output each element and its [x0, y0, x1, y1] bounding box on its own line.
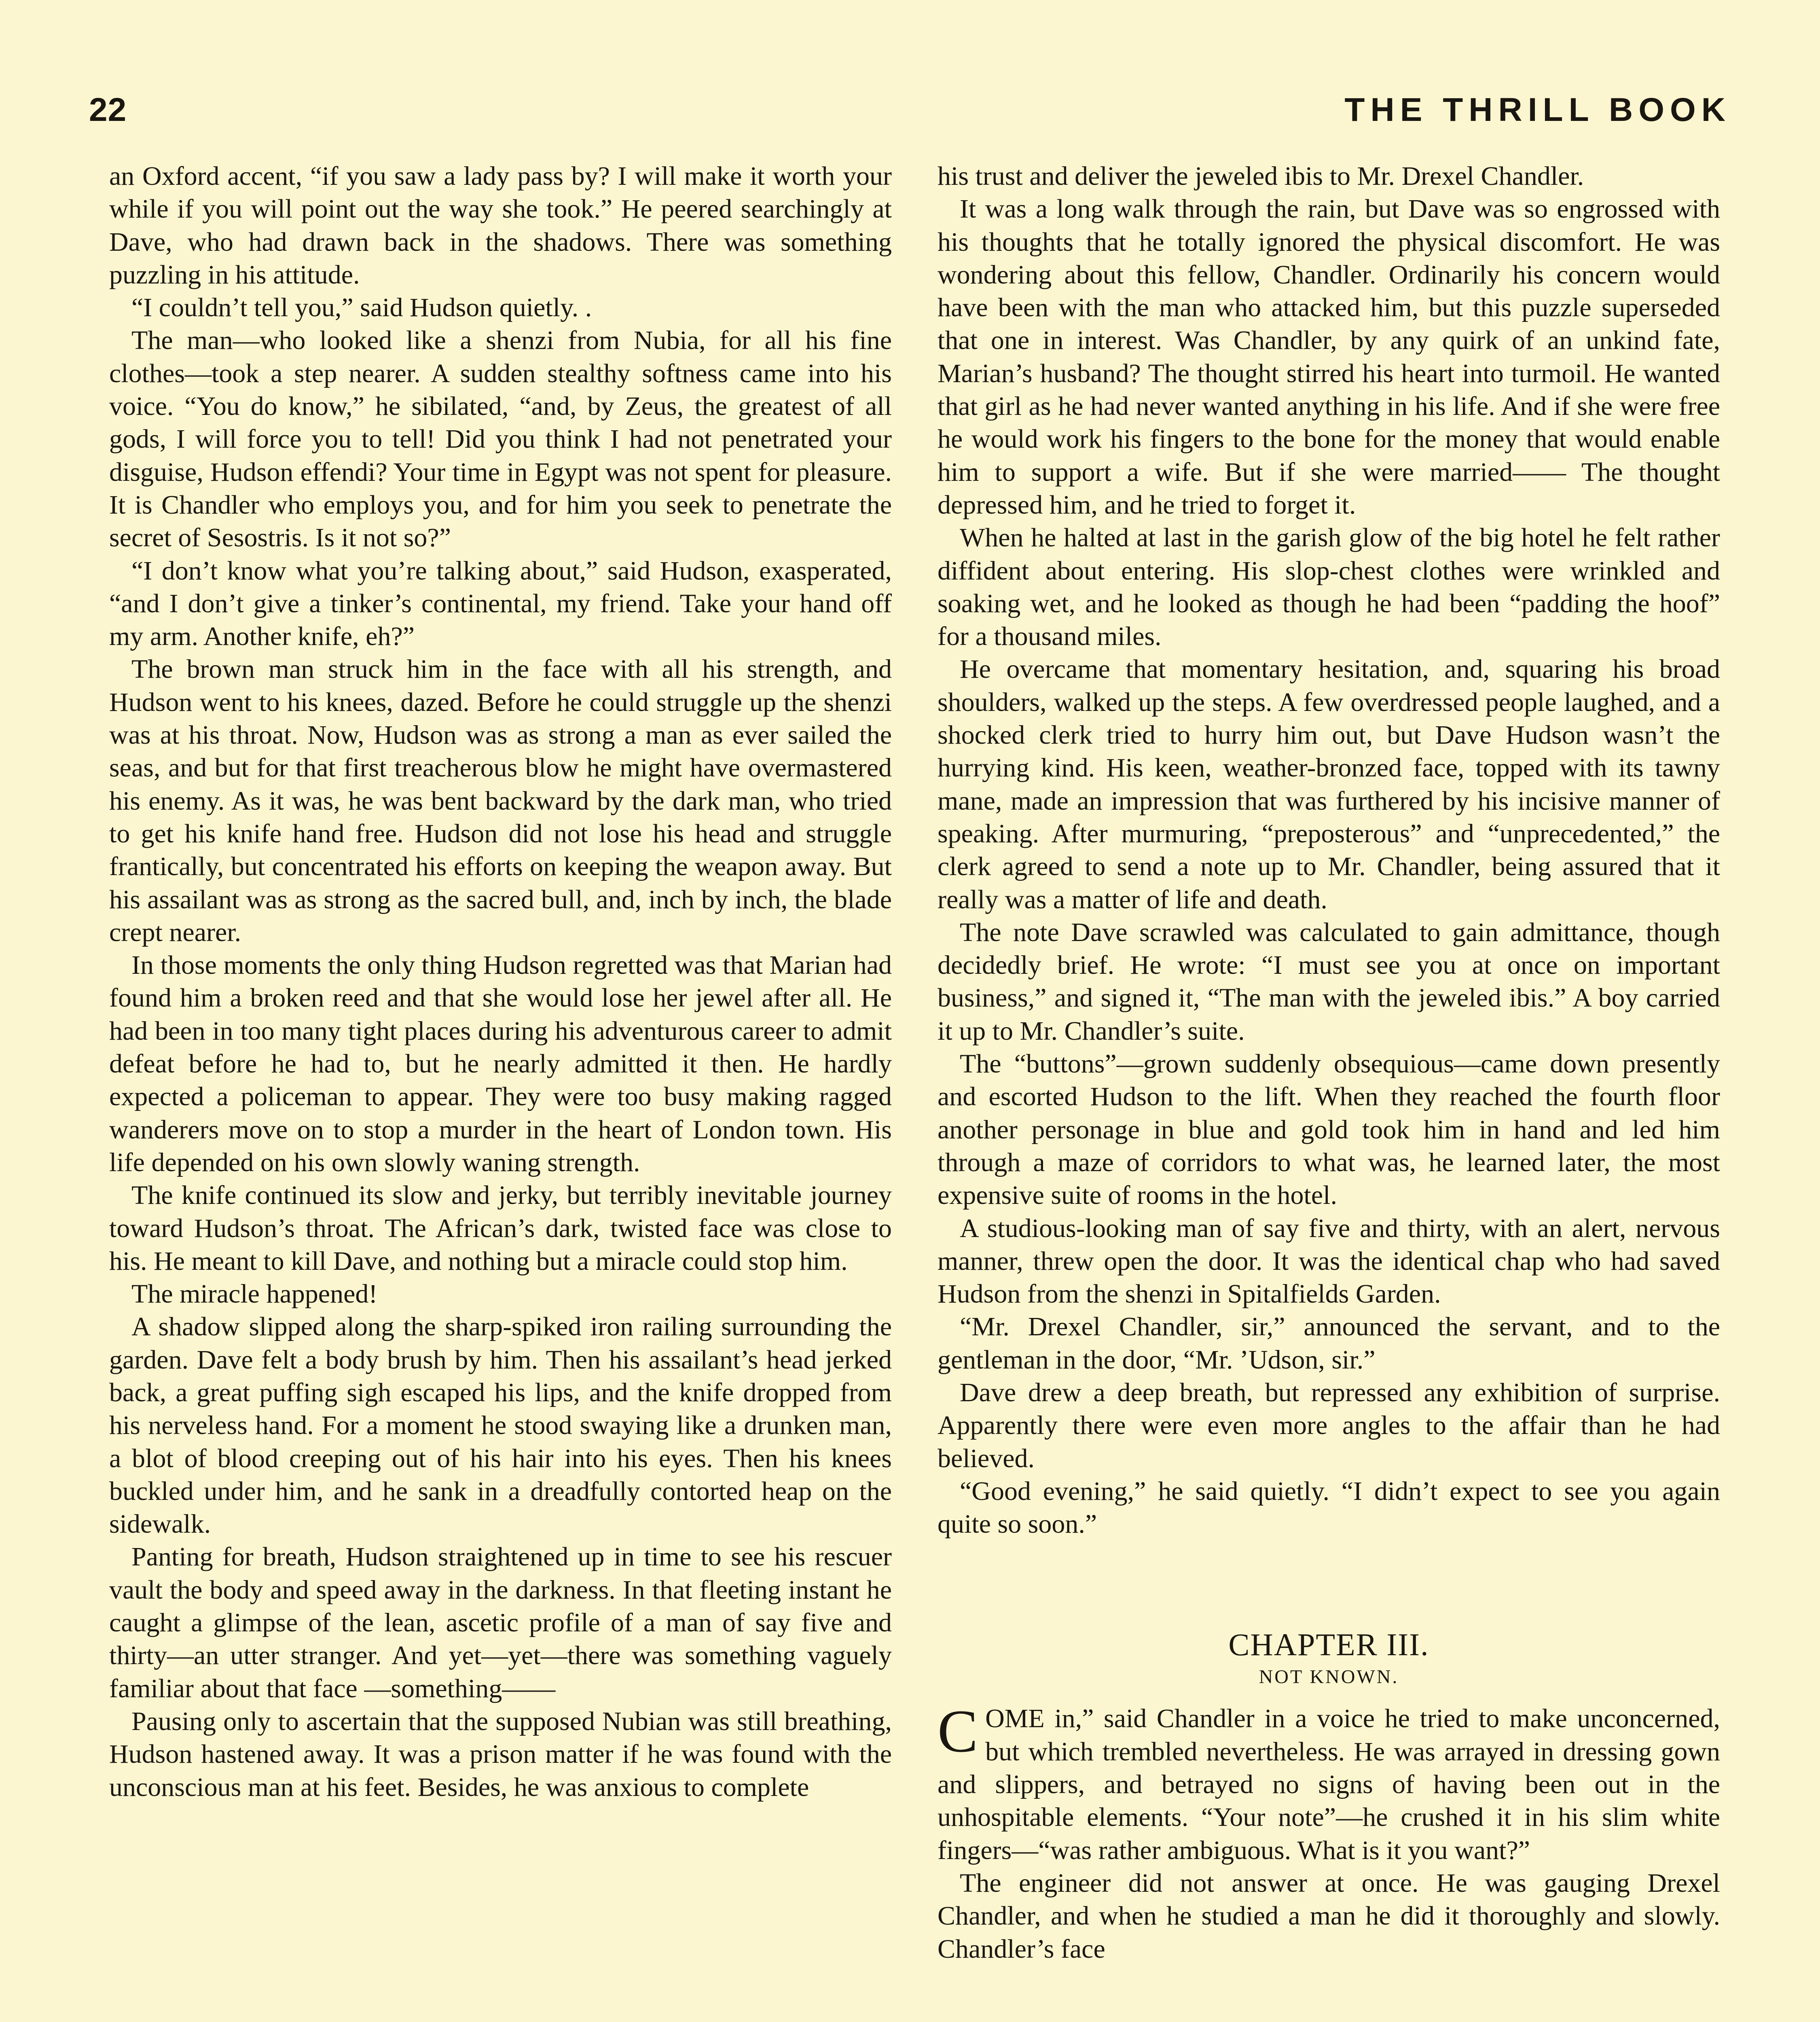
page-header [89, 91, 1731, 140]
paragraph: Pausing only to ascertain that the supposed Nubian was still breathing, Hudson hastened away. It was a prison matter if he was found with the unconscious man at his feet. Besides, he was anxious to complete [109, 1706, 892, 1802]
paragraph: “I couldn’t tell you,” said Hudson quietly. . [131, 293, 592, 323]
paragraph: Panting for breath, Hudson straightened up in time to see his rescuer vault the body and speed away in the darkness. In that fleeting instant he caught a glimpse of the lean, ascetic profile of a man of say five and thirty—an utter stranger. And yet—yet—there was something vaguely familiar about that face —something—— [109, 1542, 892, 1703]
paragraph: Dave drew a deep breath, but repressed any exhibition of surprise. Apparently there were even more angles to the affair than he had believed. [938, 1377, 1720, 1473]
paragraph: A studious-looking man of say five and thirty, with an alert, nervous manner, threw open the door. It was the identical chap who had saved Hudson from the shenzi in Spitalfields Garden. [938, 1213, 1720, 1309]
running-title: THE THRILL BOOK [1344, 91, 1731, 128]
paragraph: It was a long walk through the rain, but Dave was so engrossed with his thoughts that he totally ignored the physical discomfort. He was wondering about this fellow, Chandler. Ordinarily his concern would have been with the man who attacked him, but this puzzle superseded that one in interest. Was Chandler, by any quirk of an unkind fate, Marian’s husband? The thought stirred his heart into turmoil. He wanted that girl as he had never wanted anything in his life. And if she were free he would work his fingers to the bone for the money that would enable him to support a wife. But if she were married—— The thought depressed him, and he tried to forget it. [938, 194, 1720, 520]
paragraph: He overcame that momentary hesitation, and, squaring his broad shoulders, walked up the steps. A few overdressed people laughed, and a shocked clerk tried to hurry him out, but Dave Hudson wasn’t the hurrying kind. His keen, weather-bronzed face, topped with its tawny mane, made an impression that was furthered by his incisive manner of speaking. After murmuring, “preposterous” and “unprecedented,” the clerk agreed to send a note up to Mr. Chandler, being assured that it really was a matter of life and death. [938, 654, 1720, 914]
paragraph: The knife continued its slow and jerky, but terribly inevitable journey toward Hudson’s throat. The African’s dark, twisted face was close to his. He meant to kill Dave, and nothing but a miracle could stop him. [109, 1180, 892, 1276]
paragraph: The miracle happened! [131, 1279, 378, 1309]
paragraph: A shadow slipped along the sharp-spiked iron railing surrounding the garden. Dave felt a body brush by him. Then his assailant’s head jerked back, a great puffing sigh escaped his lips, and the knife dropped from his nerveless hand. For a moment he stood swaying like a drunken man, a blot of blood creeping out of his hair into his eyes. Then his knees buckled under him, and he sank in a dreadfully contorted heap on the sidewalk. [109, 1312, 892, 1539]
paragraph: The brown man struck him in the face with all his strength, and Hudson went to his knees, dazed. Before he could struggle up the shenzi was at his throat. Now, Hudson was as strong a man as ever sailed the seas, and but for that first treacherous blow he might have overmastered his enemy. As it was, he was bent backward by the dark man, who tried to get his knife hand free. Hudson did not lose his head and struggle frantically, but concentrated his efforts on keeping the weapon away. But his assailant was as strong as the sacred bull, and, inch by inch, the blade crept nearer. [109, 654, 892, 947]
paragraph: The man—who looked like a shenzi from Nubia, for all his fine clothes—took a step nearer. A sudden stealthy softness came into his voice. “You do know,” he sibilated, “and, by Zeus, the greatest of all gods, I will force you to tell! Did you think I had not penetrated your disguise, Hudson effendi? Your time in Egypt was not spent for pleasure. It is Chandler who employs you, and for him you seek to penetrate the secret of Sesostris. Is it not so?” [109, 326, 892, 553]
paragraph: The “buttons”—grown suddenly obsequious—came down presently and escorted Hudson to the lift. When they reached the fourth floor another personage in blue and gold took him in hand and led him through a maze of corridors to what was, he learned later, the most expensive suite of rooms in the hotel. [938, 1049, 1720, 1210]
paragraph: “Good evening,” he said quietly. “I didn’t expect to see you again quite so soon.” [938, 1476, 1720, 1539]
chapter-subtitle: NOT KNOWN. [1259, 1666, 1399, 1688]
chapter-opening-paragraph [938, 1698, 1720, 1866]
left-column [109, 160, 892, 1804]
paragraph: his trust and deliver the jeweled ibis to Mr. Drexel Chandler. [938, 161, 1584, 191]
page-number: 22 [89, 91, 127, 128]
chapter-opening-text: OME in,” said Chandler in a voice he tried to make unconcerned, but which trembled nevertheless. He was arrayed in dressing gown and slippers, and betrayed no signs of having been out in the unhospitable elements. “Your note”—he crushed it in his slim white fingers—“was rather ambiguous. What is it you want?” [938, 1704, 1720, 1865]
paragraph: When he halted at last in the garish glow of the big hotel he felt rather diffident about entering. His slop-chest clothes were wrinkled and soaking wet, and he looked as though he had been “padding the hoof” for a thousand miles. [938, 523, 1720, 651]
paragraph: “I don’t know what you’re talking about,” said Hudson, exasperated, “and I don’t give a tinker’s continental, my friend. Take your hand off my arm. Another knife, eh?” [109, 556, 892, 651]
paragraph: The engineer did not answer at once. He was gauging Drexel Chandler, and when he studied a man he did it thoroughly and slowly. Chandler’s face [938, 1868, 1720, 1964]
chapter-heading [938, 1625, 1720, 1690]
paragraph: The note Dave scrawled was calculated to gain admittance, though decidedly brief. He wrote: “I must see you at once on important business,” and signed it, “The man with the jeweled ibis.” A boy carried it up to Mr. Chandler’s suite. [938, 917, 1720, 1046]
chapter-title: CHAPTER III. [1228, 1627, 1429, 1662]
right-column [938, 160, 1720, 1965]
paragraph: “Mr. Drexel Chandler, sir,” announced the servant, and to the gentleman in the door, “Mr. ’Udson, sir.” [938, 1312, 1720, 1375]
paragraph: In those moments the only thing Hudson regretted was that Marian had found him a broken reed and that she would lose her jewel after all. He had been in too many tight places during his adventurous career to admit defeat before he had to, but he nearly admitted it then. He hardly expected a policeman to appear. They were too busy making ragged wanderers move on to stop a murder in the heart of London town. His life depended on his own slowly waning strength. [109, 950, 892, 1177]
paragraph: an Oxford accent, “if you saw a lady pass by? I will make it worth your while if you will point out the way she took.” He peered searchingly at Dave, who had drawn back in the shadows. There was something puzzling in his attitude. [109, 161, 892, 290]
drop-cap: C [938, 1698, 978, 1765]
